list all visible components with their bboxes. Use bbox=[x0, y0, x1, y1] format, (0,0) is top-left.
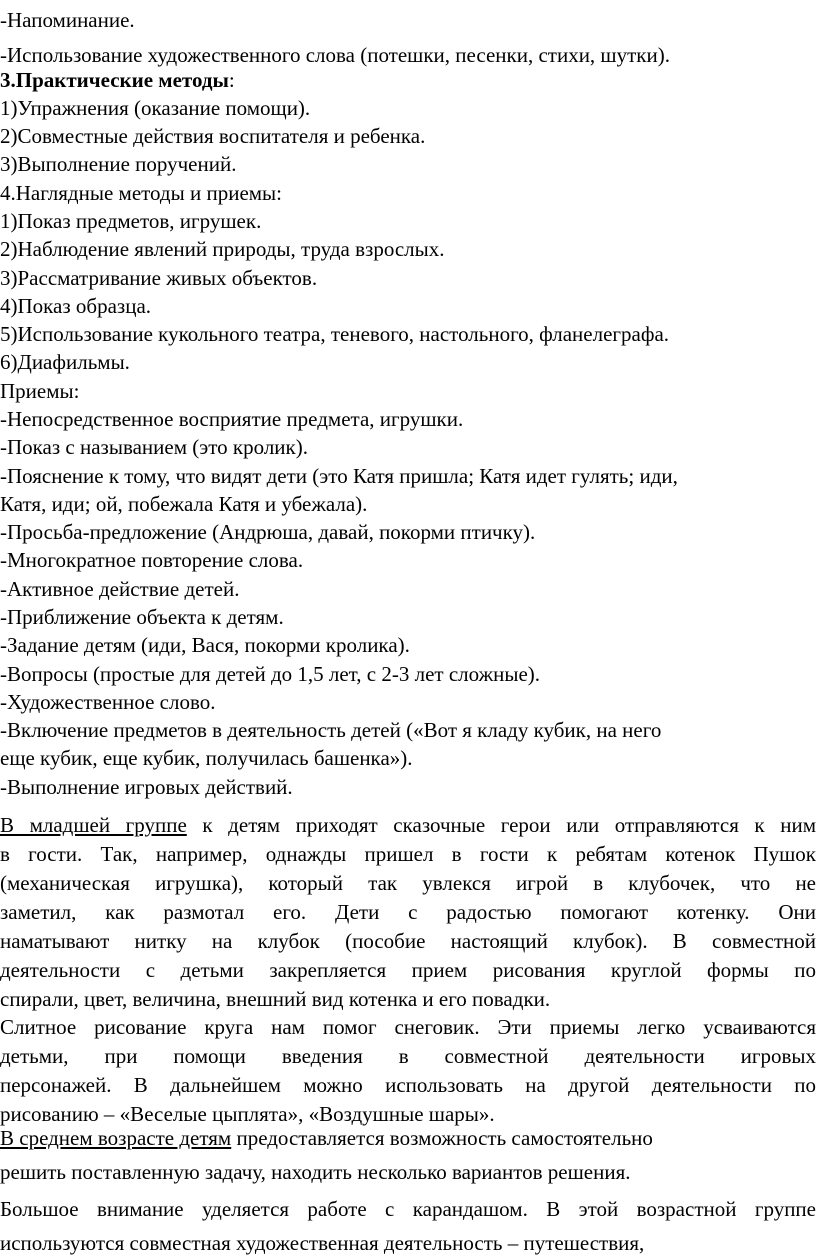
paragraph-line: в гости. Так, например, однажды пришел в гости к ребятам котенок Пушок bbox=[0, 842, 816, 866]
list-line: -Пояснение к тому, что видят дети (это Катя пришла; Катя идет гулять; иди, bbox=[0, 464, 678, 488]
list-line: -Приближение объекта к детям. bbox=[0, 605, 284, 629]
list-line: -Художественное слово. bbox=[0, 690, 216, 714]
list-line: 2)Наблюдение явлений природы, труда взрослых. bbox=[0, 237, 445, 261]
paragraph-line: детьми, при помощи введения в совместной деятельности игровых bbox=[0, 1044, 816, 1068]
paragraph-middle-line bbox=[0, 1124, 653, 1153]
underlined-phrase: В младшей группе bbox=[0, 813, 187, 837]
underlined-phrase: В среднем возрасте детям bbox=[0, 1126, 232, 1150]
list-line: 4.Наглядные методы и приемы: bbox=[0, 181, 282, 205]
paragraph-snowman bbox=[0, 1013, 816, 1129]
paragraph-line: наматывают нитку на клубок (пособие настоящий клубок). В совместной bbox=[0, 929, 816, 953]
heading-bold-text: 3.Практические методы bbox=[0, 68, 229, 92]
list-line: 3)Выполнение поручений. bbox=[0, 152, 237, 176]
paragraph-line: используются совместная художественная деятельность – путешествия, bbox=[0, 1231, 645, 1255]
list-line: -Показ с называнием (это кролик). bbox=[0, 435, 308, 459]
paragraph-line: (механическая игрушка), который так увлекся игрой в клубочек, что не bbox=[0, 871, 816, 895]
list-line: -Активное действие детей. bbox=[0, 577, 240, 601]
list-line: -Вопросы (простые для детей до 1,5 лет, с 2-3 лет сложные). bbox=[0, 662, 541, 686]
heading-colon: : bbox=[228, 68, 235, 92]
list-line: 5)Использование кукольного театра, теневого, настольного, фланелеграфа. bbox=[0, 322, 670, 346]
paragraph-pencil bbox=[0, 1192, 816, 1258]
list-line: -Многократное повторение слова. bbox=[0, 548, 304, 572]
list-line: -Включение предметов в деятельность детей («Вот я кладу кубик, на него bbox=[0, 718, 662, 742]
section-heading-practical bbox=[0, 66, 235, 95]
list-line: 4)Показ образца. bbox=[0, 294, 152, 318]
paragraph-line: рисованию – «Веселые цыплята», «Воздушные шары». bbox=[0, 1102, 495, 1126]
list-line: 6)Диафильмы. bbox=[0, 350, 130, 374]
paragraph-junior-group bbox=[0, 811, 816, 1014]
paragraph-line: Большое внимание уделяется работе с карандашом. В этой возрастной группе bbox=[0, 1197, 816, 1221]
paragraph-line bbox=[0, 811, 816, 840]
paragraph-text: к детям приходят сказочные герои или отправляются к ним bbox=[186, 813, 816, 837]
list-line: 2)Совместные действия воспитателя и ребенка. bbox=[0, 124, 426, 148]
list-line: -Задание детям (иди, Вася, покорми кролика). bbox=[0, 633, 410, 657]
list-line: Катя, иди; ой, побежала Катя и убежала). bbox=[0, 492, 368, 516]
list-line: 3)Рассматривание живых объектов. bbox=[0, 266, 318, 290]
list-line: еще кубик, еще кубик, получилась башенка»). bbox=[0, 746, 413, 770]
paragraph-line: деятельности с детьми закрепляется прием рисования круглой формы по bbox=[0, 958, 816, 982]
paragraph-line: спирали, цвет, величина, внешний вид котенка и его повадки. bbox=[0, 987, 551, 1011]
list-line: 1)Упражнения (оказание помощи). bbox=[0, 96, 311, 120]
list-line: -Непосредственное восприятие предмета, игрушки. bbox=[0, 407, 464, 431]
paragraph-line: Слитное рисование круга нам помог снеговик. Эти приемы легко усваиваются bbox=[0, 1015, 816, 1039]
paragraph-text: предоставляется возможность самостоятельно bbox=[231, 1126, 653, 1150]
list-line: 1)Показ предметов, игрушек. bbox=[0, 209, 262, 233]
list-line: -Просьба-предложение (Андрюша, давай, покорми птичку). bbox=[0, 520, 536, 544]
paragraph-line: персонажей. В дальнейшем можно использовать на другой деятельности по bbox=[0, 1073, 816, 1097]
paragraph-middle-line: решить поставленную задачу, находить несколько вариантов решения. bbox=[0, 1160, 631, 1184]
paragraph-line: заметил, как размотал его. Дети с радостью помогают котенку. Они bbox=[0, 900, 816, 924]
list-line: -Напоминание. bbox=[0, 8, 135, 32]
list-line: Приемы: bbox=[0, 379, 80, 403]
list-line: -Выполнение игровых действий. bbox=[0, 775, 293, 799]
list-line: -Использование художественного слова (потешки, песенки, стихи, шутки). bbox=[0, 43, 670, 67]
